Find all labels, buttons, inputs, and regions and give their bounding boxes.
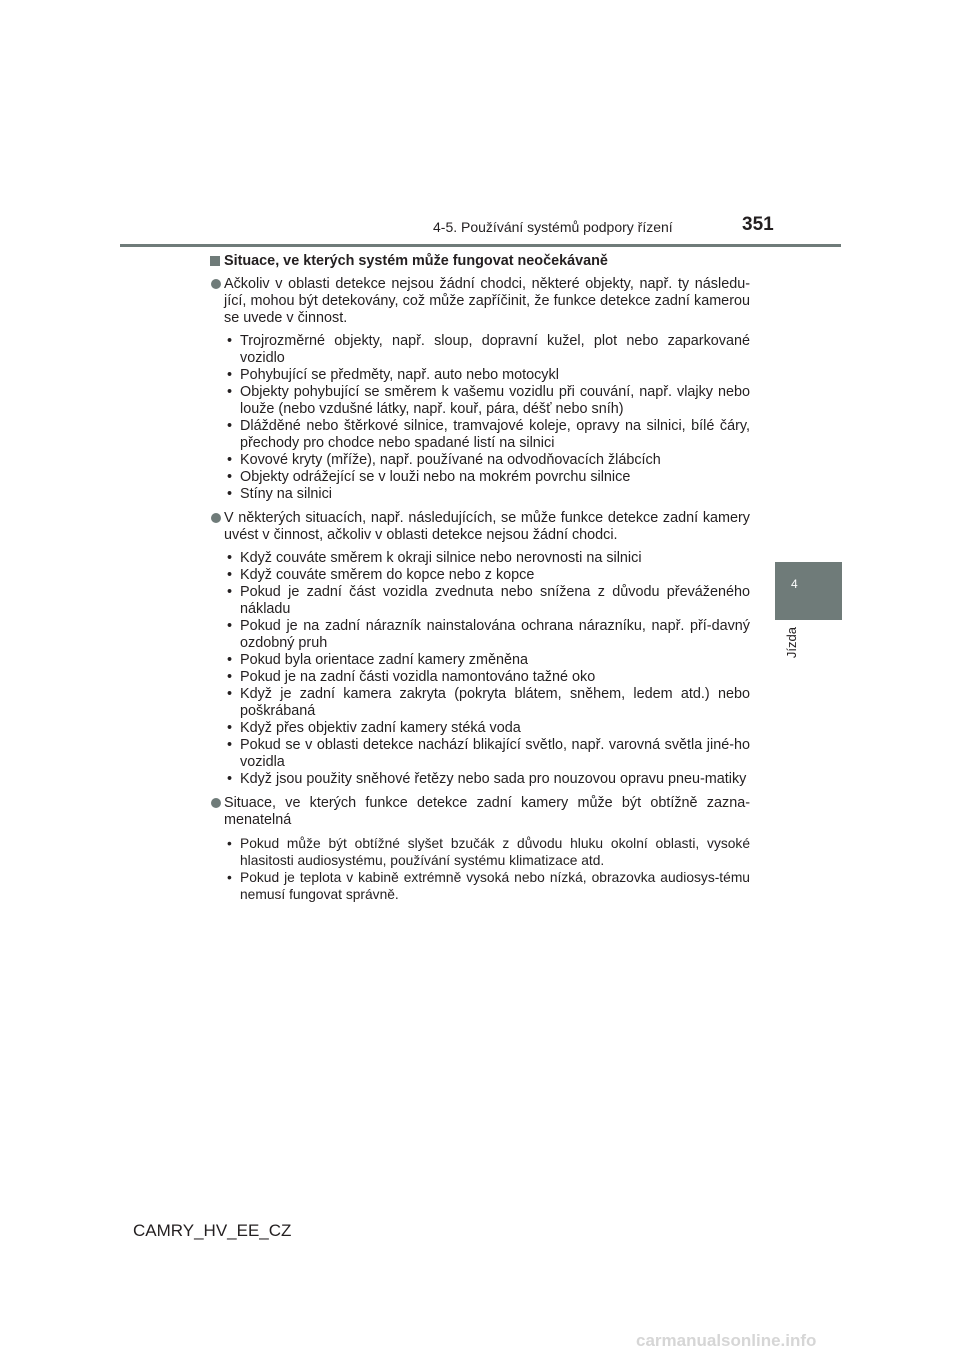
list-item: • Stíny na silnici	[240, 486, 750, 503]
bullet-list	[210, 550, 750, 788]
paragraph-block-3	[210, 795, 750, 903]
list-item: • Objekty pohybující se směrem k vašemu vozidlu při couvání, např. vlajky nebo louže (nebo vzdušné látky, např. kouř, pára, déšť nebo sníh)	[240, 384, 750, 418]
section-heading	[210, 253, 750, 270]
list-item: • Pokud je na zadní části vozidla namontováno tažné oko	[240, 669, 750, 686]
list-item: • Pokud byla orientace zadní kamery změněna	[240, 652, 750, 669]
paragraph-block-1	[210, 276, 750, 503]
paragraph	[210, 510, 750, 544]
chapter-label-container	[784, 627, 800, 667]
chapter-label: Jízda	[784, 627, 799, 659]
list-item: • Pokud je zadní část vozidla zvednuta nebo snížena z důvodu převáženého nákladu	[240, 584, 750, 618]
paragraph-text: Situace, ve kterých funkce detekce zadní kamery může být obtížně zazna-menatelná	[224, 795, 750, 828]
watermark: carmanualsonline.info	[636, 1331, 817, 1350]
circle-bullet-icon	[211, 513, 221, 523]
chapter-number: 4	[791, 577, 798, 591]
paragraph	[210, 276, 750, 327]
list-item: • Pokud je teplota v kabině extrémně vysoká nebo nízká, obrazovka audiosys-tému nemusí fungovat správně.	[240, 869, 750, 903]
list-item: • Když přes objektiv zadní kamery stéká voda	[240, 720, 750, 737]
list-item: • Když couváte směrem do kopce nebo z kopce	[240, 567, 750, 584]
section-title: 4-5. Používání systémů podpory řízení	[433, 219, 673, 235]
bullet-list	[210, 333, 750, 503]
paragraph-text: V některých situacích, např. následujících, se může funkce detekce zadní kamery uvést v činnost, ačkoliv v oblasti detekce nejsou žádní chodci.	[224, 510, 750, 543]
list-item: • Pohybující se předměty, např. auto nebo motocykl	[240, 367, 750, 384]
list-item: • Pokud je na zadní nárazník nainstalována ochrana nárazníku, např. pří-davný ozdobný pruh	[240, 618, 750, 652]
list-item: • Dlážděné nebo štěrkové silnice, tramvajové koleje, opravy na silnici, bílé čáry, přechody pro chodce nebo spadané listí na silnici	[240, 418, 750, 452]
page-number: 351	[742, 214, 774, 235]
list-item: • Trojrozměrné objekty, např. sloup, dopravní kužel, plot nebo zaparkované vozidlo	[240, 333, 750, 367]
list-item: • Když couváte směrem k okraji silnice nebo nerovnosti na silnici	[240, 550, 750, 567]
list-item: • Když jsou použity sněhové řetězy nebo sada pro nouzovou opravu pneu-matiky	[240, 771, 750, 788]
list-item: • Kovové kryty (mříže), např. používané na odvodňovacích žlábcích	[240, 452, 750, 469]
paragraph	[210, 795, 750, 829]
circle-bullet-icon	[211, 798, 221, 808]
list-item: • Když je zadní kamera zakryta (pokryta blátem, sněhem, ledem atd.) nebo poškrábaná	[240, 686, 750, 720]
document-code: CAMRY_HV_EE_CZ	[133, 1221, 292, 1240]
paragraph-text: Ačkoliv v oblasti detekce nejsou žádní chodci, některé objekty, např. ty následu-jící, mohou být detekovány, což může zapříčinit, že funkce detekce zadní kamerou se uvede v činnost.	[224, 276, 750, 326]
square-bullet-icon	[210, 256, 220, 266]
bullet-list	[210, 835, 750, 903]
paragraph-block-2	[210, 510, 750, 788]
circle-bullet-icon	[211, 279, 221, 289]
section-heading-text: Situace, ve kterých systém může fungovat neočekávaně	[224, 253, 608, 269]
list-item: • Pokud se v oblasti detekce nachází blikající světlo, např. varovná světla jiné-ho vozidla	[240, 737, 750, 771]
list-item: • Objekty odrážející se v louži nebo na mokrém povrchu silnice	[240, 469, 750, 486]
chapter-tab	[775, 562, 842, 620]
main-content	[210, 253, 750, 910]
header-divider	[120, 244, 841, 247]
list-item: • Pokud může být obtížné slyšet bzučák z důvodu hluku okolní oblasti, vysoké hlasitosti audiosystému, používání systému klimatizace atd.	[240, 835, 750, 869]
